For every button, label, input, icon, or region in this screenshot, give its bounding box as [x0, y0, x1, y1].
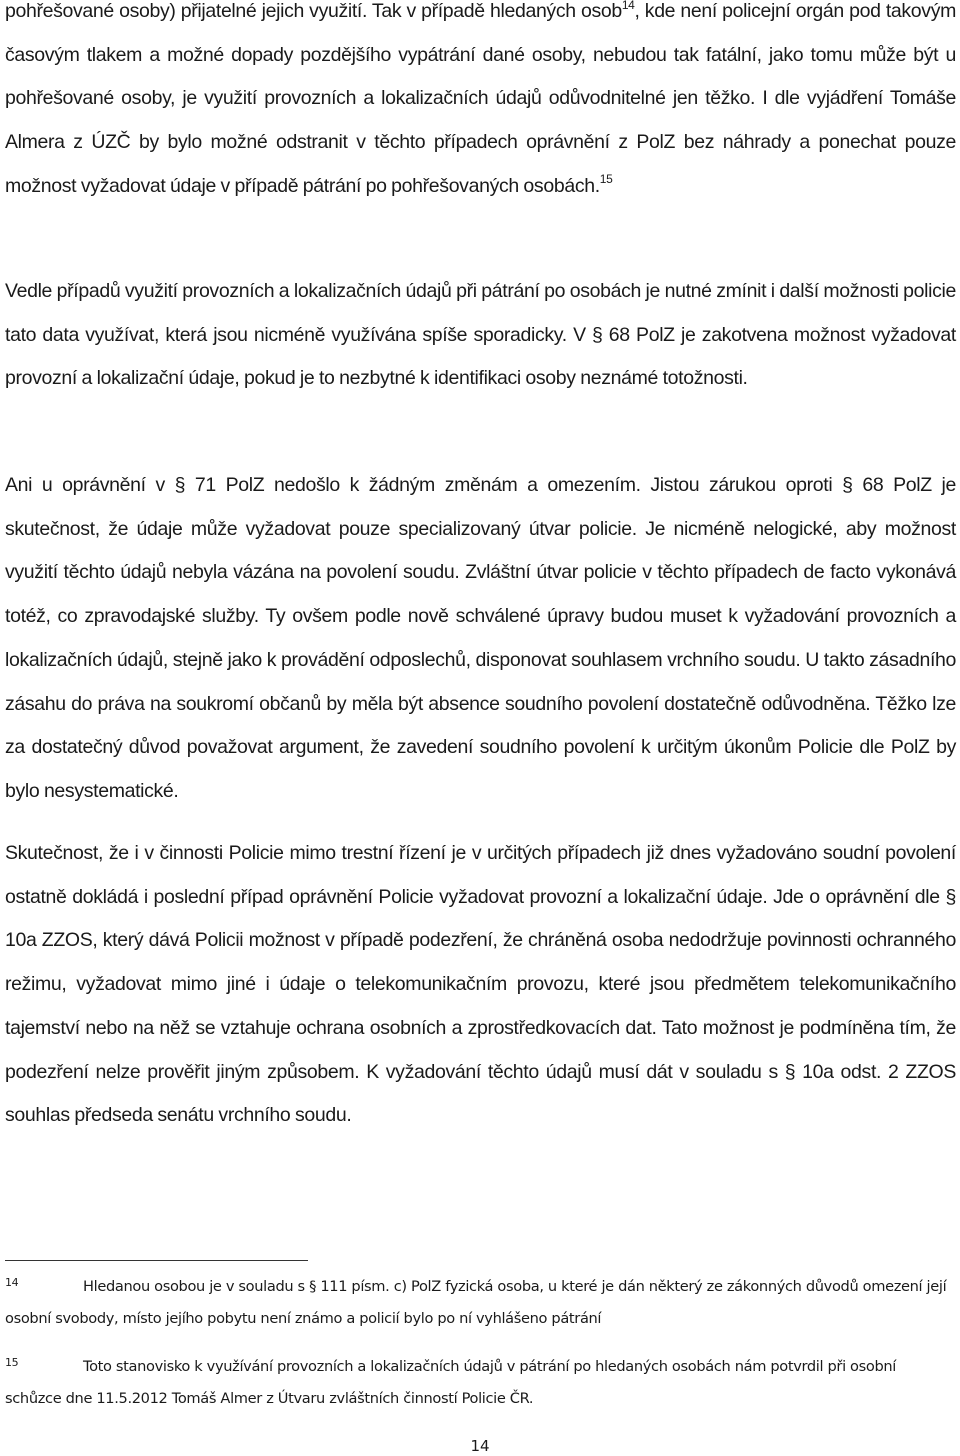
footnote-separator: [5, 1260, 308, 1261]
paragraph-2: Vedle případů využití provozních a lokalizačních údajů při pátrání po osobách je nutné zmínit i další možnosti policie tato data využívat, která jsou nicméně využívána spíše sporadicky. V § 68 PolZ je zakotvena možnost vyžadovat provozní a lokalizační údaje, pokud je to nezbytné k identifikaci osoby neznámé totožnosti.: [5, 280, 956, 390]
footnote-ref-14[interactable]: 14: [621, 0, 635, 12]
footnote-14: 14 Hledanou osobou je v souladu s § 111 písm. c) PolZ fyzická osoba, u které je dán některý ze zákonných důvodů omezení její osobní svobody, místo jejího pobytu není známo a policií bylo po ní vyhlášeno pátrání: [5, 1276, 947, 1327]
paragraph-3: Ani u oprávnění v § 71 PolZ nedošlo k žádným změnám a omezením. Jistou zárukou oproti § 68 PolZ je skutečnost, že údaje může vyžadovat pouze specializovaný útvar policie. Je nicméně nelogické, aby možnost využití těchto údajů nebyla vázána na povolení soudu. Zvláštní útvar policie v těchto případech de facto vykonává totéž, co zpravodajské služby. Ty ovšem podle nově schválené úpravy budou muset k vyžadování provozních a lokalizačních údajů, stejně jako k provádění odposlechů, disponovat souhlasem vrchního soudu. U takto zásadního zásahu do práva na soukromí občanů by měla být absence soudního povolení dostatečně odůvodněna. Těžko lze za dostatečný důvod považovat argument, že zavedení soudního povolení k určitým úkonům Policie dle PolZ by bylo nesystematické.: [5, 474, 956, 802]
paragraph-1-text-start: pohřešované osoby) přijatelné jejich využití. Tak v případě hledaných osob: [5, 0, 622, 22]
footnote-text: Hledanou osobou je v souladu s § 111 písm. c) PolZ fyzická osoba, u které je dán některý ze zákonných důvodů omezení její osobní svobody, místo jejího pobytu není známo a policií bylo po ní vyhlášeno pátrání: [5, 1278, 947, 1327]
paragraph-4: Skutečnost, že i v činnosti Policie mimo trestní řízení je v určitých případech již dnes vyžadováno soudní povolení ostatně dokládá i poslední případ oprávnění Policie vyžadovat provozní a lokalizační údaje. Jde o oprávnění dle § 10a ZZOS, který dává Policii možnost v případě podezření, že chráněná osoba nedodržuje povinnosti ochranného režimu, vyžadovat mimo jiné i údaje o telekomunikačním provozu, které jsou předmětem telekomunikačního tajemství nebo na něž se vztahuje ochrana osobních a zprostředkovacích dat. Tato možnost je podmíněna tím, že podezření nelze prověřit jiným způsobem. K vyžadování těchto údajů musí dát v souladu s § 10a odst. 2 ZZOS souhlas předseda senátu vrchního soudu.: [5, 842, 956, 1127]
paragraph-1-text-end: , kde není policejní orgán pod takovým časovým tlakem a možné dopady pozdějšího vypátrání dané osoby, nebudou tak fatální, jako tomu může být u pohřešované osoby, je využití provozních a lokalizačních údajů odůvodnitelné jen těžko. I dle vyjádření Tomáše Almera z ÚZČ by bylo možné odstranit v těchto případech oprávnění z PolZ bez náhrady a ponechat pouze možnost vyžadovat údaje v případě pátrání po pohřešovaných osobách.: [5, 0, 956, 197]
footnote-text: Toto stanovisko k využívání provozních a lokalizačních údajů v pátrání po hledaných osobách nám potvrdil při osobní schůzce dne 11.5.2012 Tomáš Almer z Útvaru zvláštních činností Policie ČR.: [5, 1358, 896, 1407]
footnote-15: 15 Toto stanovisko k využívání provozních a lokalizačních údajů v pátrání po hledaných osobách nám potvrdil při osobní schůzce dne 11.5.2012 Tomáš Almer z Útvaru zvláštních činností Policie ČR.: [5, 1356, 896, 1407]
page-number: 14: [470, 1437, 490, 1455]
footnote-ref-15[interactable]: 15: [599, 172, 613, 187]
paragraph-1: [5, 0, 956, 209]
